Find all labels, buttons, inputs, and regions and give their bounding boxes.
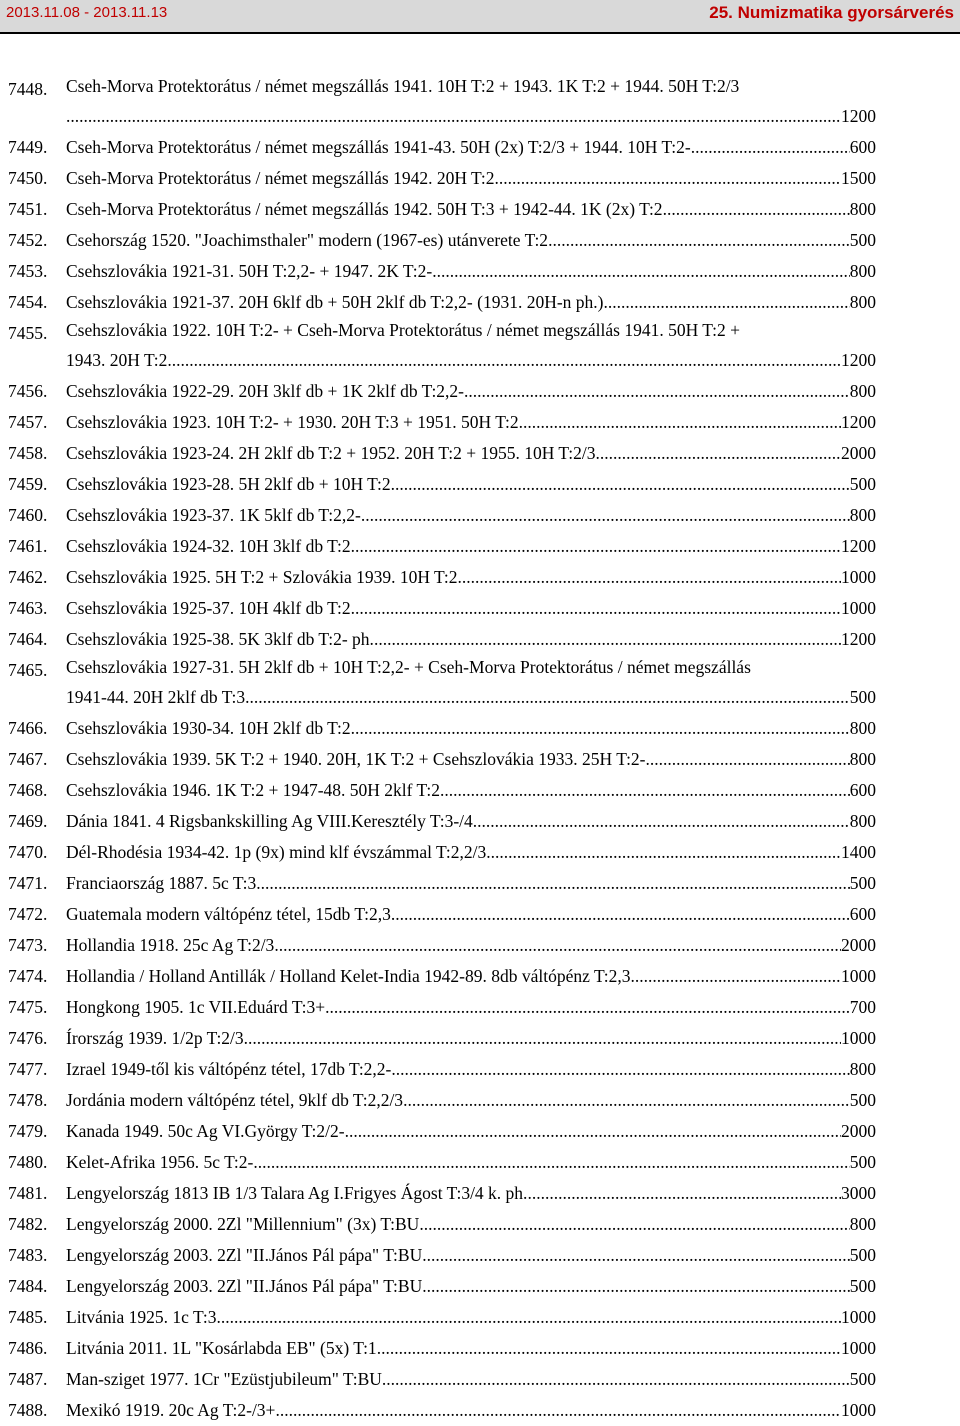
lot-description: Csehszlovákia 1923-28. 5H 2klf db + 10H T:2 bbox=[66, 474, 391, 494]
lot-number: 7448. bbox=[8, 79, 48, 99]
lot-body bbox=[66, 624, 876, 655]
lot-description: Csehszlovákia 1927-31. 5H 2klf db + 10H T:2,2- + Cseh-Morva Protektorátus / német megszállás bbox=[66, 657, 751, 677]
lot-description: Csehszlovákia 1930-34. 10H 2klf db T:2 bbox=[66, 718, 351, 738]
lot-body bbox=[66, 194, 876, 225]
lot-price: 1200 bbox=[841, 106, 876, 126]
lot-body bbox=[66, 407, 876, 438]
lot-number: 7478. bbox=[8, 1090, 48, 1110]
lot-description: Mexikó 1919. 20c Ag T:2-/3+ bbox=[66, 1400, 276, 1420]
lot-price: 1400 bbox=[841, 842, 876, 862]
lot-number: 7467. bbox=[8, 749, 48, 769]
lot-description: Lengyelország 1813 IB 1/3 Talara Ag I.Frigyes Ágost T:3/4 k. ph. bbox=[66, 1183, 528, 1203]
lot-price: 800 bbox=[849, 1214, 876, 1234]
lot-line bbox=[66, 961, 876, 992]
lot-price: 700 bbox=[849, 997, 876, 1017]
lot-price: 500 bbox=[849, 1276, 876, 1296]
leader-dots bbox=[663, 194, 850, 225]
lot-price: 1000 bbox=[841, 1400, 876, 1420]
lot-body bbox=[66, 1209, 876, 1240]
lot-entry bbox=[8, 1240, 876, 1271]
lot-description: Dél-Rhodésia 1934-42. 1p (9x) mind klf évszámmal T:2,2/3 bbox=[66, 842, 487, 862]
leader-dots bbox=[391, 899, 850, 930]
lot-number: 7476. bbox=[8, 1028, 48, 1048]
lot-line bbox=[66, 775, 876, 806]
leader-dots bbox=[391, 1054, 849, 1085]
lot-list bbox=[8, 74, 876, 1426]
lot-number: 7469. bbox=[8, 811, 48, 831]
lot-entry bbox=[8, 1116, 876, 1147]
lot-price: 800 bbox=[849, 1059, 876, 1079]
lot-price: 800 bbox=[849, 749, 876, 769]
lot-number: 7471. bbox=[8, 873, 48, 893]
lot-body bbox=[66, 961, 876, 992]
lot-description: 1941-44. 20H 2klf db T:3 bbox=[66, 687, 246, 707]
lot-description: Csehország 1520. "Joachimsthaler" modern (1967-es) utánverete T:2 bbox=[66, 230, 549, 250]
lot-body bbox=[66, 163, 876, 194]
lot-description: Csehszlovákia 1921-31. 50H T:2,2- + 1947. 2K T:2- bbox=[66, 261, 433, 281]
leader-dots bbox=[374, 624, 841, 655]
lot-price: 3000 bbox=[841, 1183, 876, 1203]
lot-description: Litvánia 2011. 1L "Kosárlabda EB" (5x) T:1 bbox=[66, 1338, 377, 1358]
lot-price: 800 bbox=[849, 811, 876, 831]
lot-entry bbox=[8, 132, 876, 163]
lot-body bbox=[66, 438, 876, 469]
lot-price: 500 bbox=[849, 1152, 876, 1172]
lot-body bbox=[66, 531, 876, 562]
leader-dots bbox=[167, 345, 841, 376]
lot-entry bbox=[8, 225, 876, 256]
lot-entry bbox=[8, 930, 876, 961]
lot-number: 7479. bbox=[8, 1121, 48, 1141]
lot-body bbox=[66, 1302, 876, 1333]
leader-dots bbox=[382, 1364, 850, 1395]
lot-body bbox=[66, 318, 876, 376]
lot-number: 7466. bbox=[8, 718, 48, 738]
lot-number: 7470. bbox=[8, 842, 48, 862]
lot-price: 500 bbox=[849, 230, 876, 250]
leader-dots bbox=[325, 992, 850, 1023]
lot-price: 600 bbox=[849, 780, 876, 800]
lot-line bbox=[66, 1178, 876, 1209]
leader-dots bbox=[391, 469, 850, 500]
lot-line bbox=[66, 806, 876, 837]
lot-entry bbox=[8, 1085, 876, 1116]
lot-price: 800 bbox=[849, 381, 876, 401]
lot-price: 2000 bbox=[841, 935, 876, 955]
lot-line bbox=[66, 682, 876, 713]
lot-entry bbox=[8, 744, 876, 775]
auction-title: 25. Numizmatika gyorsárverés bbox=[709, 3, 954, 22]
lot-entry bbox=[8, 1023, 876, 1054]
lot-line bbox=[66, 225, 876, 256]
lot-description: Man-sziget 1977. 1Cr "Ezüstjubileum" T:BU bbox=[66, 1369, 382, 1389]
lot-number: 7450. bbox=[8, 168, 48, 188]
lot-entry bbox=[8, 837, 876, 868]
lot-line bbox=[66, 1271, 876, 1302]
lot-price: 500 bbox=[849, 1369, 876, 1389]
lot-line bbox=[66, 287, 876, 318]
lot-number: 7457. bbox=[8, 412, 48, 432]
lot-number: 7459. bbox=[8, 474, 48, 494]
lot-description: Lengyelország 2003. 2Zl "II.János Pál pápa" T:BU bbox=[66, 1245, 423, 1265]
leader-dots bbox=[253, 1147, 849, 1178]
lot-description: Hollandia 1918. 25c Ag T:2/3 bbox=[66, 935, 275, 955]
lot-line bbox=[66, 1054, 876, 1085]
lot-line bbox=[66, 500, 876, 531]
lot-description: Cseh-Morva Protektorátus / német megszállás 1941. 10H T:2 + 1943. 1K T:2 + 1944. 50H T:2/3 bbox=[66, 76, 740, 96]
lot-price: 800 bbox=[849, 292, 876, 312]
lot-body bbox=[66, 74, 876, 132]
leader-dots bbox=[275, 1395, 841, 1426]
lot-entry bbox=[8, 74, 876, 132]
lot-number: 7468. bbox=[8, 780, 48, 800]
lot-price: 600 bbox=[849, 137, 876, 157]
lot-price: 500 bbox=[849, 474, 876, 494]
lot-line bbox=[66, 1209, 876, 1240]
lot-line bbox=[66, 837, 876, 868]
auction-dates: 2013.11.08 - 2013.11.13 bbox=[6, 4, 168, 21]
lot-line bbox=[66, 407, 876, 438]
lot-price: 2000 bbox=[841, 443, 876, 463]
lot-number: 7464. bbox=[8, 629, 48, 649]
lot-number: 7455. bbox=[8, 323, 48, 343]
lot-body bbox=[66, 806, 876, 837]
lot-entry bbox=[8, 438, 876, 469]
lot-body bbox=[66, 500, 876, 531]
lot-line bbox=[66, 438, 876, 469]
lot-line bbox=[66, 593, 876, 624]
lot-entry bbox=[8, 1364, 876, 1395]
lot-body bbox=[66, 1178, 876, 1209]
lot-entry bbox=[8, 469, 876, 500]
leader-dots bbox=[345, 1116, 841, 1147]
lot-body bbox=[66, 256, 876, 287]
lot-description: Guatemala modern váltópénz tétel, 15db T:2,3 bbox=[66, 904, 391, 924]
lot-price: 1200 bbox=[841, 536, 876, 556]
lot-entry bbox=[8, 806, 876, 837]
lot-number: 7482. bbox=[8, 1214, 48, 1234]
lot-number: 7451. bbox=[8, 199, 48, 219]
lot-number: 7449. bbox=[8, 137, 48, 157]
lot-entry bbox=[8, 194, 876, 225]
lot-line bbox=[66, 194, 876, 225]
lot-entry bbox=[8, 593, 876, 624]
leader-dots bbox=[464, 376, 850, 407]
lot-line bbox=[66, 930, 876, 961]
lot-description: Csehszlovákia 1923-37. 1K 5klf db T:2,2- bbox=[66, 505, 361, 525]
lot-line bbox=[66, 101, 876, 132]
leader-dots bbox=[486, 837, 841, 868]
lot-entry bbox=[8, 1054, 876, 1085]
lot-line bbox=[66, 1333, 876, 1364]
lot-description: Lengyelország 2000. 2Zl "Millennium" (3x) T:BU bbox=[66, 1214, 420, 1234]
lot-body bbox=[66, 1333, 876, 1364]
lot-description: Cseh-Morva Protektorátus / német megszállás 1942. 20H T:2 bbox=[66, 168, 495, 188]
lot-description: Csehszlovákia 1923. 10H T:2- + 1930. 20H T:3 + 1951. 50H T:2 bbox=[66, 412, 519, 432]
lot-price: 2000 bbox=[841, 1121, 876, 1141]
leader-dots bbox=[274, 930, 841, 961]
lot-entry bbox=[8, 531, 876, 562]
lot-price: 1200 bbox=[841, 412, 876, 432]
leader-dots bbox=[351, 531, 841, 562]
lot-line bbox=[66, 345, 876, 376]
lot-body bbox=[66, 713, 876, 744]
lot-price: 1000 bbox=[841, 1307, 876, 1327]
lot-price: 1000 bbox=[841, 966, 876, 986]
lot-line bbox=[66, 1147, 876, 1178]
lot-description: Csehszlovákia 1922. 10H T:2- + Cseh-Morva Protektorátus / német megszállás 1941. 50H T:2 + bbox=[66, 320, 740, 340]
leader-dots bbox=[473, 806, 850, 837]
leader-dots bbox=[595, 438, 841, 469]
lot-body bbox=[66, 1271, 876, 1302]
lot-description: Cseh-Morva Protektorátus / német megszállás 1941-43. 50H (2x) T:2/3 + 1944. 10H T:2- bbox=[66, 137, 691, 157]
leader-dots bbox=[519, 407, 841, 438]
lot-price: 1500 bbox=[841, 168, 876, 188]
leader-dots bbox=[351, 593, 841, 624]
lot-price: 500 bbox=[849, 873, 876, 893]
leader-dots bbox=[244, 1023, 841, 1054]
lot-number: 7461. bbox=[8, 536, 48, 556]
leader-dots bbox=[432, 256, 850, 287]
lot-line bbox=[66, 1085, 876, 1116]
lot-body bbox=[66, 1240, 876, 1271]
lot-price: 800 bbox=[849, 199, 876, 219]
lot-description: Franciaország 1887. 5c T:3 bbox=[66, 873, 257, 893]
lot-price: 500 bbox=[849, 1090, 876, 1110]
lot-description: Kelet-Afrika 1956. 5c T:2- bbox=[66, 1152, 254, 1172]
lot-body bbox=[66, 1147, 876, 1178]
lot-number: 7456. bbox=[8, 381, 48, 401]
lot-body bbox=[66, 132, 876, 163]
lot-number: 7458. bbox=[8, 443, 48, 463]
lot-line bbox=[66, 655, 876, 682]
lot-body bbox=[66, 287, 876, 318]
lot-body bbox=[66, 744, 876, 775]
lot-description: Csehszlovákia 1924-32. 10H 3klf db T:2 bbox=[66, 536, 351, 556]
leader-dots bbox=[631, 961, 841, 992]
lot-entry bbox=[8, 163, 876, 194]
lot-description: Csehszlovákia 1921-37. 20H 6klf db + 50H 2klf db T:2,2- (1931. 20H-n ph.) bbox=[66, 292, 604, 312]
lot-description: Jordánia modern váltópénz tétel, 9klf db T:2,2/3 bbox=[66, 1090, 404, 1110]
leader-dots bbox=[422, 1240, 850, 1271]
leader-dots bbox=[604, 287, 850, 318]
lot-description: Litvánia 1925. 1c T:3 bbox=[66, 1307, 217, 1327]
lot-entry bbox=[8, 562, 876, 593]
lot-number: 7453. bbox=[8, 261, 48, 281]
lot-body bbox=[66, 593, 876, 624]
lot-line bbox=[66, 868, 876, 899]
lot-line bbox=[66, 531, 876, 562]
lot-entry bbox=[8, 287, 876, 318]
lot-line bbox=[66, 713, 876, 744]
lot-body bbox=[66, 775, 876, 806]
lot-line bbox=[66, 1240, 876, 1271]
leader-dots bbox=[422, 1271, 850, 1302]
lot-description: Csehszlovákia 1925. 5H T:2 + Szlovákia 1939. 10H T:2 bbox=[66, 567, 458, 587]
lot-line bbox=[66, 562, 876, 593]
leader-dots bbox=[361, 500, 850, 531]
lot-price: 1000 bbox=[841, 567, 876, 587]
leader-dots bbox=[419, 1209, 849, 1240]
lot-number: 7480. bbox=[8, 1152, 48, 1172]
lot-line bbox=[66, 992, 876, 1023]
lot-price: 500 bbox=[849, 687, 876, 707]
lot-description: Cseh-Morva Protektorátus / német megszállás 1942. 50H T:3 + 1942-44. 1K (2x) T:2 bbox=[66, 199, 663, 219]
leader-dots bbox=[440, 775, 850, 806]
leader-dots bbox=[351, 713, 850, 744]
lot-entry bbox=[8, 1333, 876, 1364]
lot-line bbox=[66, 624, 876, 655]
lot-line bbox=[66, 256, 876, 287]
lot-line bbox=[66, 1116, 876, 1147]
leader-dots bbox=[691, 132, 850, 163]
lot-body bbox=[66, 1023, 876, 1054]
lot-entry bbox=[8, 961, 876, 992]
lot-entry bbox=[8, 1271, 876, 1302]
lot-price: 1200 bbox=[841, 629, 876, 649]
lot-entry bbox=[8, 713, 876, 744]
lot-number: 7452. bbox=[8, 230, 48, 250]
lot-entry bbox=[8, 256, 876, 287]
lot-line bbox=[66, 1364, 876, 1395]
lot-description: Dánia 1841. 4 Rigsbankskilling Ag VIII.Keresztély T:3-/4 bbox=[66, 811, 473, 831]
lot-price: 600 bbox=[849, 904, 876, 924]
lot-body bbox=[66, 655, 876, 713]
lot-entry bbox=[8, 992, 876, 1023]
lot-body bbox=[66, 1085, 876, 1116]
lot-body bbox=[66, 1054, 876, 1085]
lot-description: Hollandia / Holland Antillák / Holland Kelet-India 1942-89. 8db váltópénz T:2,3 bbox=[66, 966, 631, 986]
lot-number: 7487. bbox=[8, 1369, 48, 1389]
lot-description: Csehszlovákia 1946. 1K T:2 + 1947-48. 50H 2klf T:2 bbox=[66, 780, 440, 800]
lot-number: 7475. bbox=[8, 997, 48, 1017]
leader-dots bbox=[527, 1178, 841, 1209]
lot-entry bbox=[8, 624, 876, 655]
lot-number: 7485. bbox=[8, 1307, 48, 1327]
page-header bbox=[0, 0, 960, 34]
lot-price: 1000 bbox=[841, 1338, 876, 1358]
lot-number: 7488. bbox=[8, 1400, 48, 1420]
lot-entry bbox=[8, 500, 876, 531]
lot-entry bbox=[8, 1147, 876, 1178]
lot-number: 7454. bbox=[8, 292, 48, 312]
lot-price: 800 bbox=[849, 505, 876, 525]
lot-number: 7462. bbox=[8, 567, 48, 587]
lot-body bbox=[66, 930, 876, 961]
lot-line bbox=[66, 1302, 876, 1333]
leader-dots bbox=[548, 225, 850, 256]
lot-entry bbox=[8, 318, 876, 376]
lot-description: Lengyelország 2003. 2Zl "II.János Pál pápa" T:BU bbox=[66, 1276, 423, 1296]
lot-entry bbox=[8, 376, 876, 407]
lot-number: 7486. bbox=[8, 1338, 48, 1358]
lot-price: 800 bbox=[849, 718, 876, 738]
lot-body bbox=[66, 1395, 876, 1426]
lot-body bbox=[66, 992, 876, 1023]
lot-body bbox=[66, 225, 876, 256]
lot-line bbox=[66, 1395, 876, 1426]
leader-dots bbox=[256, 868, 849, 899]
lot-number: 7463. bbox=[8, 598, 48, 618]
leader-dots bbox=[377, 1333, 841, 1364]
lot-body bbox=[66, 899, 876, 930]
lot-body bbox=[66, 376, 876, 407]
lot-line bbox=[66, 899, 876, 930]
lot-number: 7474. bbox=[8, 966, 48, 986]
lot-number: 7472. bbox=[8, 904, 48, 924]
lot-line bbox=[66, 469, 876, 500]
lot-price: 800 bbox=[849, 261, 876, 281]
lot-price: 1000 bbox=[841, 1028, 876, 1048]
lot-entry bbox=[8, 1178, 876, 1209]
lot-number: 7481. bbox=[8, 1183, 48, 1203]
lot-description: Csehszlovákia 1922-29. 20H 3klf db + 1K 2klf db T:2,2- bbox=[66, 381, 465, 401]
leader-dots bbox=[646, 744, 850, 775]
lot-number: 7460. bbox=[8, 505, 48, 525]
lot-body bbox=[66, 868, 876, 899]
lot-body bbox=[66, 562, 876, 593]
lot-entry bbox=[8, 407, 876, 438]
lot-number: 7484. bbox=[8, 1276, 48, 1296]
lot-body bbox=[66, 469, 876, 500]
lot-number: 7473. bbox=[8, 935, 48, 955]
lot-description: Csehszlovákia 1925-37. 10H 4klf db T:2 bbox=[66, 598, 351, 618]
lot-line bbox=[66, 744, 876, 775]
lot-number: 7465. bbox=[8, 660, 48, 680]
leader-dots bbox=[403, 1085, 850, 1116]
lot-description: Csehszlovákia 1925-38. 5K 3klf db T:2- ph. bbox=[66, 629, 374, 649]
leader-dots bbox=[245, 682, 850, 713]
lot-body bbox=[66, 1364, 876, 1395]
lot-entry bbox=[8, 655, 876, 713]
lot-body bbox=[66, 837, 876, 868]
lot-price: 500 bbox=[849, 1245, 876, 1265]
lot-price: 1200 bbox=[841, 350, 876, 370]
lot-entry bbox=[8, 775, 876, 806]
lot-entry bbox=[8, 1302, 876, 1333]
lot-entry bbox=[8, 868, 876, 899]
leader-dots bbox=[457, 562, 841, 593]
lot-description: Írország 1939. 1/2p T:2/3 bbox=[66, 1028, 244, 1048]
leader-dots bbox=[494, 163, 841, 194]
lot-number: 7477. bbox=[8, 1059, 48, 1079]
lot-number: 7483. bbox=[8, 1245, 48, 1265]
lot-description: 1943. 20H T:2 bbox=[66, 350, 168, 370]
lot-entry bbox=[8, 899, 876, 930]
lot-line bbox=[66, 376, 876, 407]
lot-line bbox=[66, 74, 876, 101]
lot-description: Izrael 1949-től kis váltópénz tétel, 17db T:2,2- bbox=[66, 1059, 392, 1079]
lot-line bbox=[66, 1023, 876, 1054]
lot-body bbox=[66, 1116, 876, 1147]
leader-dots bbox=[216, 1302, 841, 1333]
lot-price: 1000 bbox=[841, 598, 876, 618]
lot-line bbox=[66, 132, 876, 163]
lot-description: Csehszlovákia 1923-24. 2H 2klf db T:2 + 1952. 20H T:2 + 1955. 10H T:2/3 bbox=[66, 443, 596, 463]
lot-description: Csehszlovákia 1939. 5K T:2 + 1940. 20H, 1K T:2 + Csehszlovákia 1933. 25H T:2- bbox=[66, 749, 646, 769]
lot-description: Hongkong 1905. 1c VII.Eduárd T:3+ bbox=[66, 997, 326, 1017]
lot-line bbox=[66, 163, 876, 194]
lot-description: Kanada 1949. 50c Ag VI.György T:2/2- bbox=[66, 1121, 345, 1141]
lot-line bbox=[66, 318, 876, 345]
lot-entry bbox=[8, 1395, 876, 1426]
leader-dots bbox=[66, 101, 841, 132]
lot-entry bbox=[8, 1209, 876, 1240]
